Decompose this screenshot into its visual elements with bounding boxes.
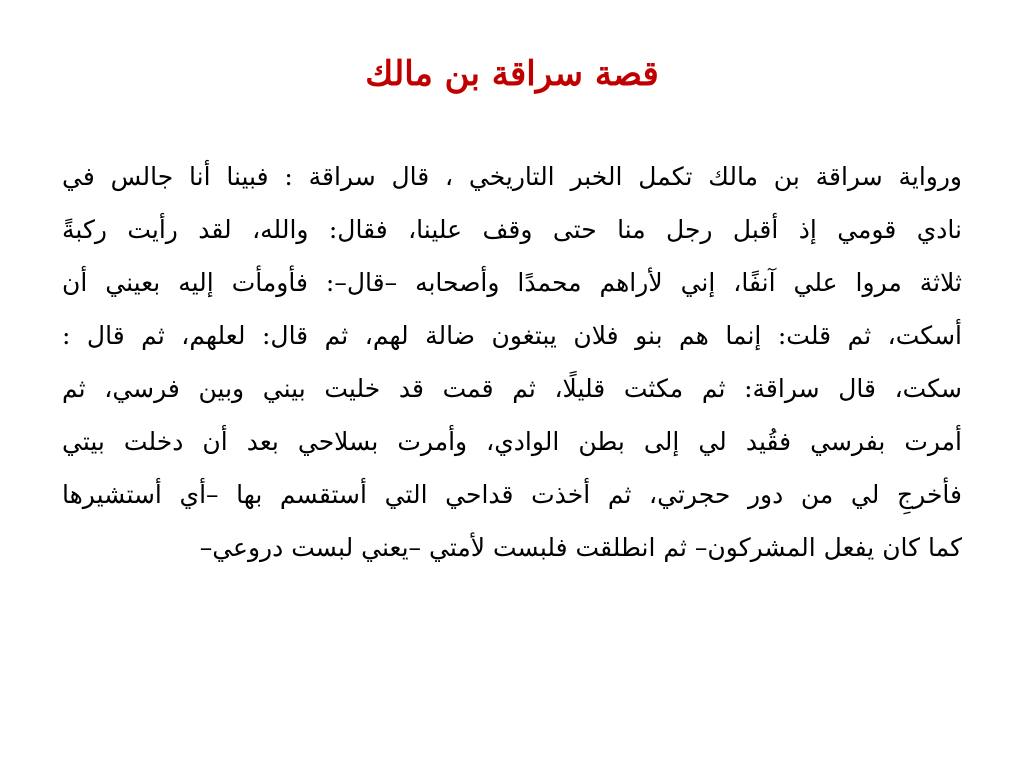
slide-title: قصة سراقة بن مالك	[365, 54, 659, 94]
text-line-4: أسكت، ثم قلت: إنما هم بنو فلان يبتغون ضالة لهم، ثم قال: لعلهم، ثم قال :	[62, 321, 962, 350]
text-line-8: كما كان يفعل المشركون– ثم انطلقت فلبست لأمتي –يعني لبست دروعي–	[199, 533, 962, 562]
text-line-3: ثلاثة مروا علي آنفًا، إني لأراهم محمدًا وأصحابه –قال–: فأومأت إليه بعيني أن	[62, 268, 962, 297]
text-line-6: أمرت بفرسي فقُيد لي إلى بطن الوادي، وأمرت بسلاحي بعد أن دخلت بيتي	[62, 427, 962, 456]
text-line-5: سكت، قال سراقة: ثم مكثت قليلًا، ثم قمت قد خليت بيني وبين فرسي، ثم	[62, 374, 962, 403]
text-line-7: فأخرجِ لي من دور حجرتي، ثم أخذت قداحي التي أستقسم بها –أي أستشيرها	[62, 480, 962, 509]
text-line-2: نادي قومي إذ أقبل رجل منا حتى وقف علينا، فقال: والله، لقد رأيت ركبةً	[62, 215, 962, 244]
body-text	[62, 150, 962, 574]
text-line-1: ورواية سراقة بن مالك تكمل الخبر التاريخي ، قال سراقة : فبينا أنا جالس في	[62, 162, 962, 191]
